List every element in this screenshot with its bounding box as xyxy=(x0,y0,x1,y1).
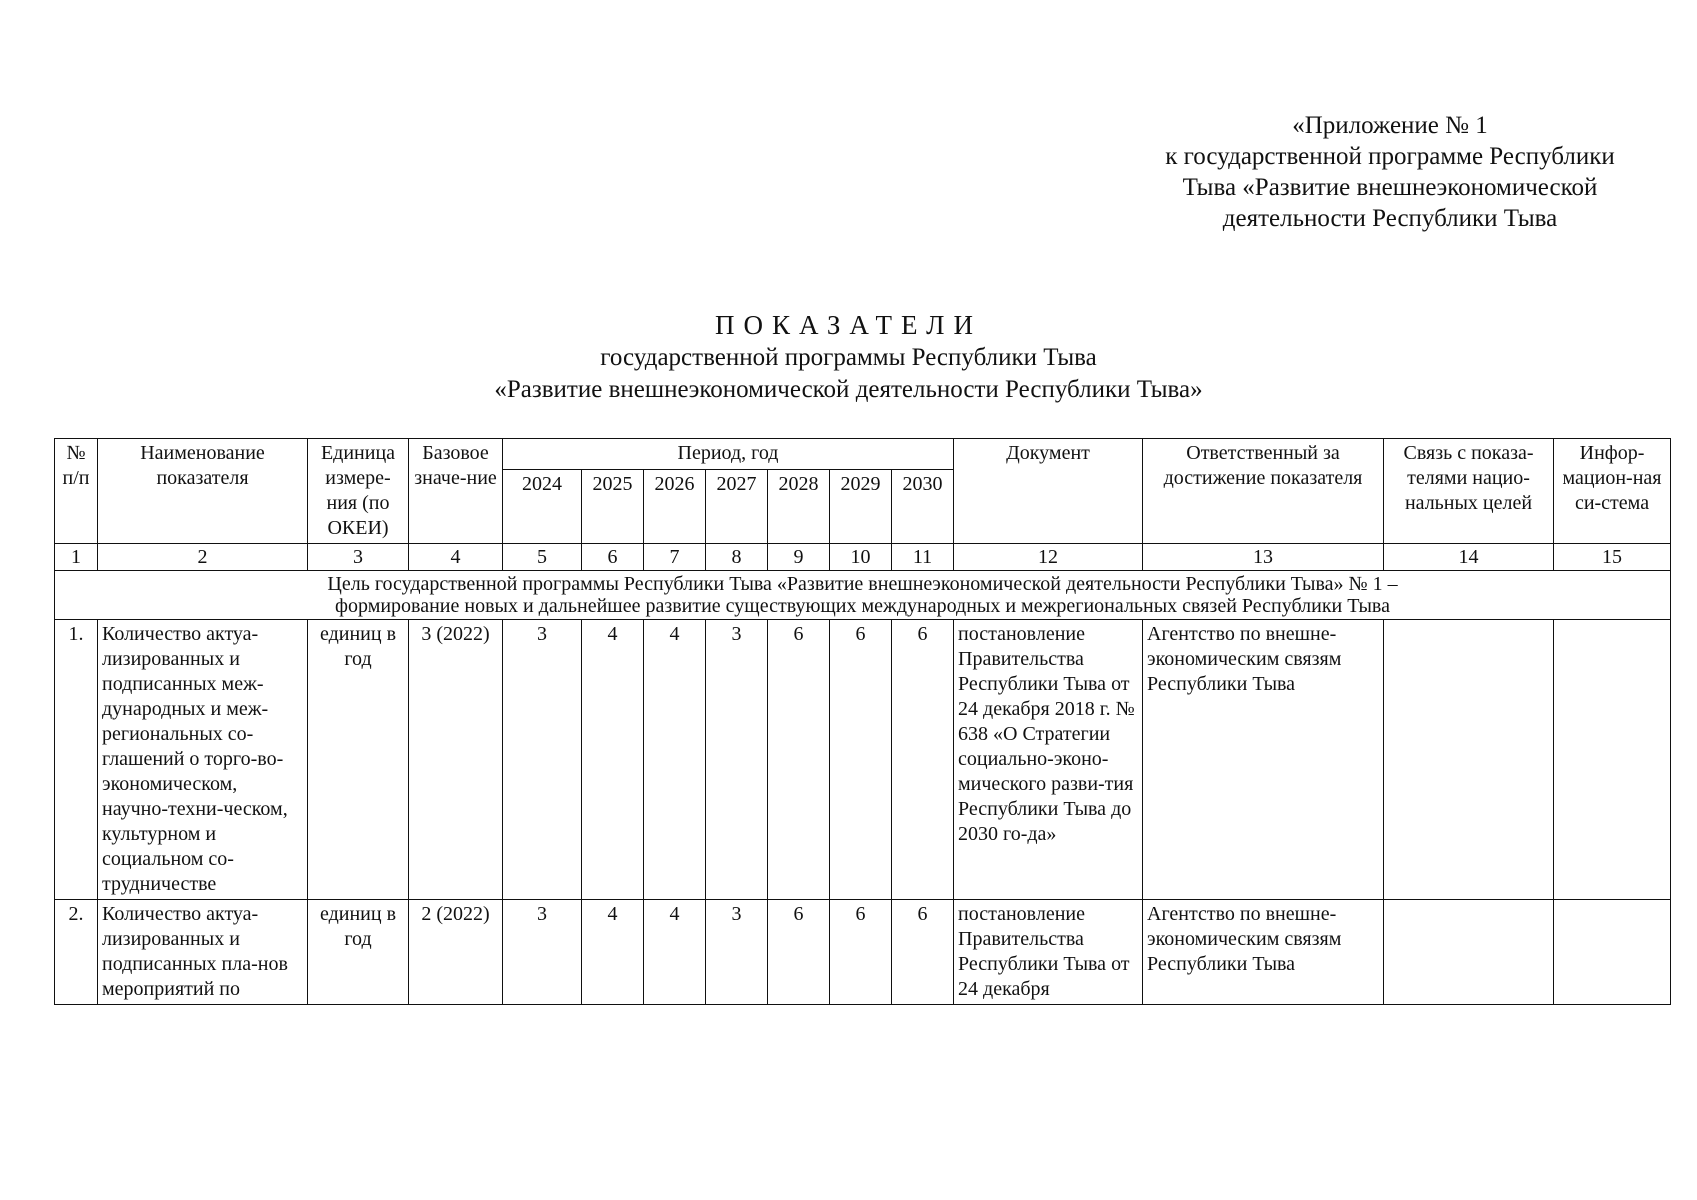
value-cell: 4 xyxy=(644,900,706,1005)
document-cell: постановление Правительства Республики Тыва от 24 декабря xyxy=(954,900,1143,1005)
header-year: 2025 xyxy=(582,469,644,543)
link-cell xyxy=(1384,620,1554,900)
goal-cell xyxy=(55,571,1671,620)
appendix-header xyxy=(1110,110,1670,234)
header-year: 2029 xyxy=(830,469,892,543)
appendix-line: Тыва «Развитие внешнеэкономической xyxy=(1182,174,1598,201)
header-period: Период, год xyxy=(503,439,954,470)
goal-line-1: Цель государственной программы Республики Тыва «Развитие внешнеэкономической деятельности Республики Тыва» № 1 – xyxy=(327,573,1398,595)
header-resp: Ответственный за достижение показателя xyxy=(1143,439,1384,544)
value-cell: 4 xyxy=(582,900,644,1005)
column-number: 14 xyxy=(1384,544,1554,571)
column-number: 2 xyxy=(98,544,308,571)
title-main: ПОКАЗАТЕЛИ xyxy=(715,310,982,340)
header-base: Базовое значе-ние xyxy=(409,439,503,544)
column-number: 7 xyxy=(644,544,706,571)
row-number: 2. xyxy=(55,900,98,1005)
column-number: 11 xyxy=(892,544,954,571)
table-row xyxy=(55,900,1671,1005)
indicator-name: Количество актуа-лизированных и подписанных меж-дународных и меж-региональных со-глашений о торго-во-экономическом, научно-техни-ческом, культурном и социальном со-трудничестве xyxy=(98,620,308,900)
appendix-line: деятельности Республики Тыва xyxy=(1222,205,1558,232)
column-numbers-row xyxy=(55,544,1671,571)
link-cell xyxy=(1384,900,1554,1005)
header-info: Инфор-мацион-ная си-стема xyxy=(1554,439,1671,544)
indicators-table xyxy=(54,438,1671,1005)
column-number: 6 xyxy=(582,544,644,571)
header-name: Наименование показателя xyxy=(98,439,308,544)
value-cell: 4 xyxy=(582,620,644,900)
header-year: 2024 xyxy=(503,469,582,543)
header-year: 2026 xyxy=(644,469,706,543)
header-year: 2030 xyxy=(892,469,954,543)
column-number: 5 xyxy=(503,544,582,571)
unit-cell: единиц в год xyxy=(308,900,409,1005)
column-number: 9 xyxy=(768,544,830,571)
column-number: 12 xyxy=(954,544,1143,571)
table-row xyxy=(55,620,1671,900)
column-number: 10 xyxy=(830,544,892,571)
unit-cell: единиц в год xyxy=(308,620,409,900)
value-cell: 6 xyxy=(830,620,892,900)
column-number: 8 xyxy=(706,544,768,571)
header-num: № п/п xyxy=(55,439,98,544)
info-system-cell xyxy=(1554,620,1671,900)
header-link: Связь с показа-телями нацио-нальных целей xyxy=(1384,439,1554,544)
row-number: 1. xyxy=(55,620,98,900)
header-year: 2027 xyxy=(706,469,768,543)
appendix-line: «Приложение № 1 xyxy=(1292,112,1488,139)
info-system-cell xyxy=(1554,900,1671,1005)
goal-row xyxy=(55,571,1671,620)
document-title xyxy=(0,308,1697,406)
title-subtitle-1: государственной программы Республики Тыва xyxy=(600,344,1097,371)
column-number: 1 xyxy=(55,544,98,571)
responsible-cell: Агентство по внешне-экономическим связям Республики Тыва xyxy=(1143,900,1384,1005)
appendix-line: к государственной программе Республики xyxy=(1165,143,1615,170)
header-row xyxy=(55,439,1671,470)
column-number: 3 xyxy=(308,544,409,571)
goal-line-2: формирование новых и дальнейшее развитие существующих международных и межрегиональных связей Республики Тыва xyxy=(335,595,1390,617)
value-cell: 6 xyxy=(768,620,830,900)
column-number: 4 xyxy=(409,544,503,571)
header-unit: Единица измере-ния (по ОКЕИ) xyxy=(308,439,409,544)
value-cell: 3 xyxy=(706,900,768,1005)
value-cell: 6 xyxy=(768,900,830,1005)
indicator-name: Количество актуа-лизированных и подписанных пла-нов мероприятий по xyxy=(98,900,308,1005)
column-number: 15 xyxy=(1554,544,1671,571)
value-cell: 3 xyxy=(503,900,582,1005)
header-year: 2028 xyxy=(768,469,830,543)
value-cell: 4 xyxy=(644,620,706,900)
base-value-cell: 2 (2022) xyxy=(409,900,503,1005)
value-cell: 3 xyxy=(503,620,582,900)
base-value-cell: 3 (2022) xyxy=(409,620,503,900)
value-cell: 6 xyxy=(892,900,954,1005)
responsible-cell: Агентство по внешне-экономическим связям Республики Тыва xyxy=(1143,620,1384,900)
value-cell: 6 xyxy=(892,620,954,900)
document-cell: постановление Правительства Республики Тыва от 24 декабря 2018 г. № 638 «О Стратегии социально-эконо-мического разви-тия Республики Тыва до 2030 го-да» xyxy=(954,620,1143,900)
header-doc: Документ xyxy=(954,439,1143,544)
title-subtitle-2: «Развитие внешнеэкономической деятельности Республики Тыва» xyxy=(494,376,1203,403)
value-cell: 6 xyxy=(830,900,892,1005)
value-cell: 3 xyxy=(706,620,768,900)
column-number: 13 xyxy=(1143,544,1384,571)
